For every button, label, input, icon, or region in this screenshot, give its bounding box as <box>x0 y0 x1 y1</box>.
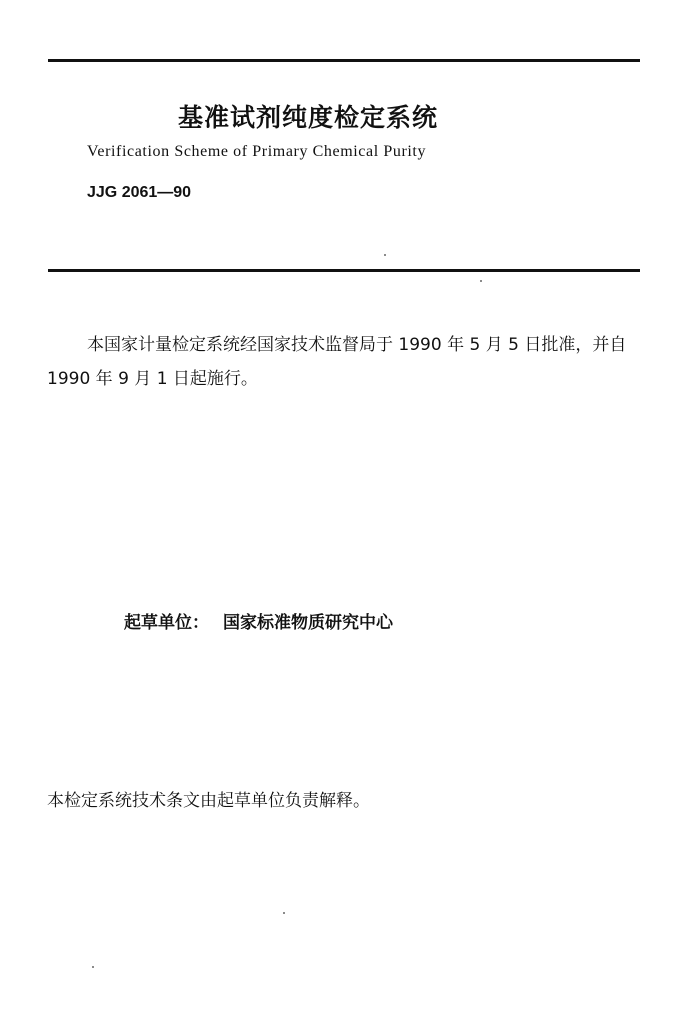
scan-speck <box>480 280 482 282</box>
drafting-unit <box>124 608 393 633</box>
bottom-divider-rule <box>48 269 640 272</box>
drafting-unit-label: 起草单位： <box>124 613 209 633</box>
drafting-unit-value: 国家标准物质研究中心 <box>223 613 393 633</box>
top-divider-rule <box>48 59 640 62</box>
scan-speck <box>92 966 94 968</box>
approval-statement: 本国家计量检定系统经国家技术监督局于 1990 年 5 月 5 日批准，并自 1990 年 9 月 1 日起施行。 <box>47 335 627 389</box>
scan-speck <box>283 912 285 914</box>
document-code: JJG 2061—90 <box>87 184 192 201</box>
document-title-chinese: 基准试剂纯度检定系统 <box>178 103 439 132</box>
document-title-english: Verification Scheme of Primary Chemical Purity <box>87 143 427 160</box>
interpretation-statement: 本检定系统技术条文由起草单位负责解释。 <box>47 791 370 811</box>
scan-speck <box>384 254 386 256</box>
